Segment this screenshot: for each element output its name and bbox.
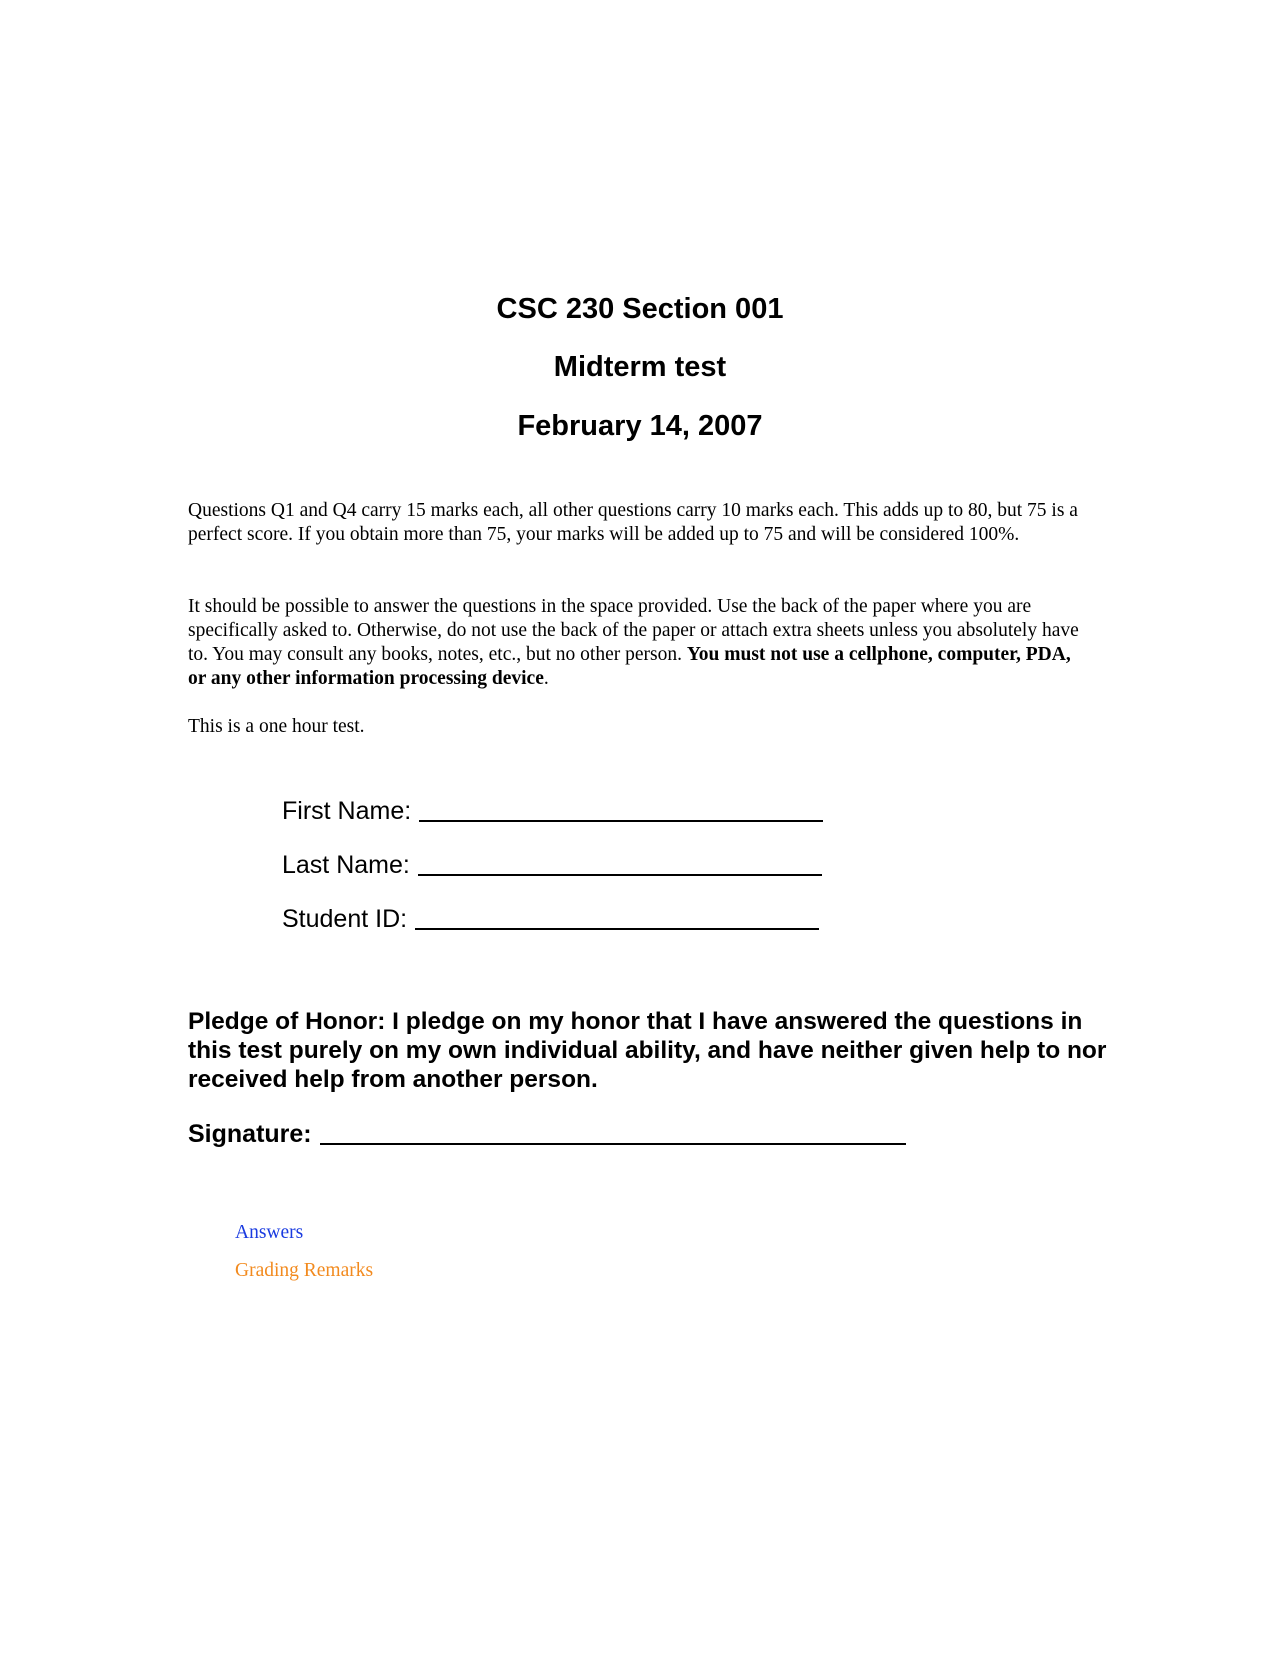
first-name-field <box>282 788 823 828</box>
rules-end: . <box>543 668 549 689</box>
rules-text: It should be possible to answer the questions in the space provided. Use the back of the paper where you are specifically asked to. Otherwise, do not use the back of the paper or attach extra sheets unless you absolutely have to. You may consult any books, notes, etc., but no other person. <box>188 596 1079 665</box>
student-id-label: Student ID: <box>282 905 408 933</box>
signature-blank[interactable] <box>320 1117 906 1145</box>
pledge-of-honor: Pledge of Honor: I pledge on my honor that I have answered the questions in this test purely on my own individual ability, and have neither given help to nor received help from another person. <box>188 1008 1107 1093</box>
signature-label: Signature: <box>188 1120 312 1148</box>
test-date: February 14, 2007 <box>517 410 763 442</box>
student-id-blank[interactable] <box>415 902 819 930</box>
first-name-blank[interactable] <box>419 794 823 822</box>
first-name-label: First Name: <box>282 797 412 825</box>
last-name-field <box>282 842 822 882</box>
student-id-field <box>282 896 819 936</box>
course-title: CSC 230 Section 001 <box>496 293 784 325</box>
rules-instructions <box>188 595 1093 691</box>
last-name-label: Last Name: <box>282 851 410 879</box>
marks-instructions: Questions Q1 and Q4 carry 15 marks each, all other questions carry 10 marks each. This adds up to 80, but 75 is a perfect score. If you obtain more than 75, your marks will be added up to 75 and will be considered 100%. <box>188 500 1078 545</box>
last-name-blank[interactable] <box>418 848 822 876</box>
test-name: Midterm test <box>553 351 727 383</box>
signature-field <box>188 1117 906 1151</box>
answers-link[interactable]: Answers <box>235 1222 304 1243</box>
grading-remarks-link[interactable]: Grading Remarks <box>235 1260 374 1281</box>
rules-warning: You must not use a cellphone, computer, PDA, or any other information processing device <box>188 644 1071 689</box>
duration-note: This is a one hour test. <box>188 716 365 737</box>
